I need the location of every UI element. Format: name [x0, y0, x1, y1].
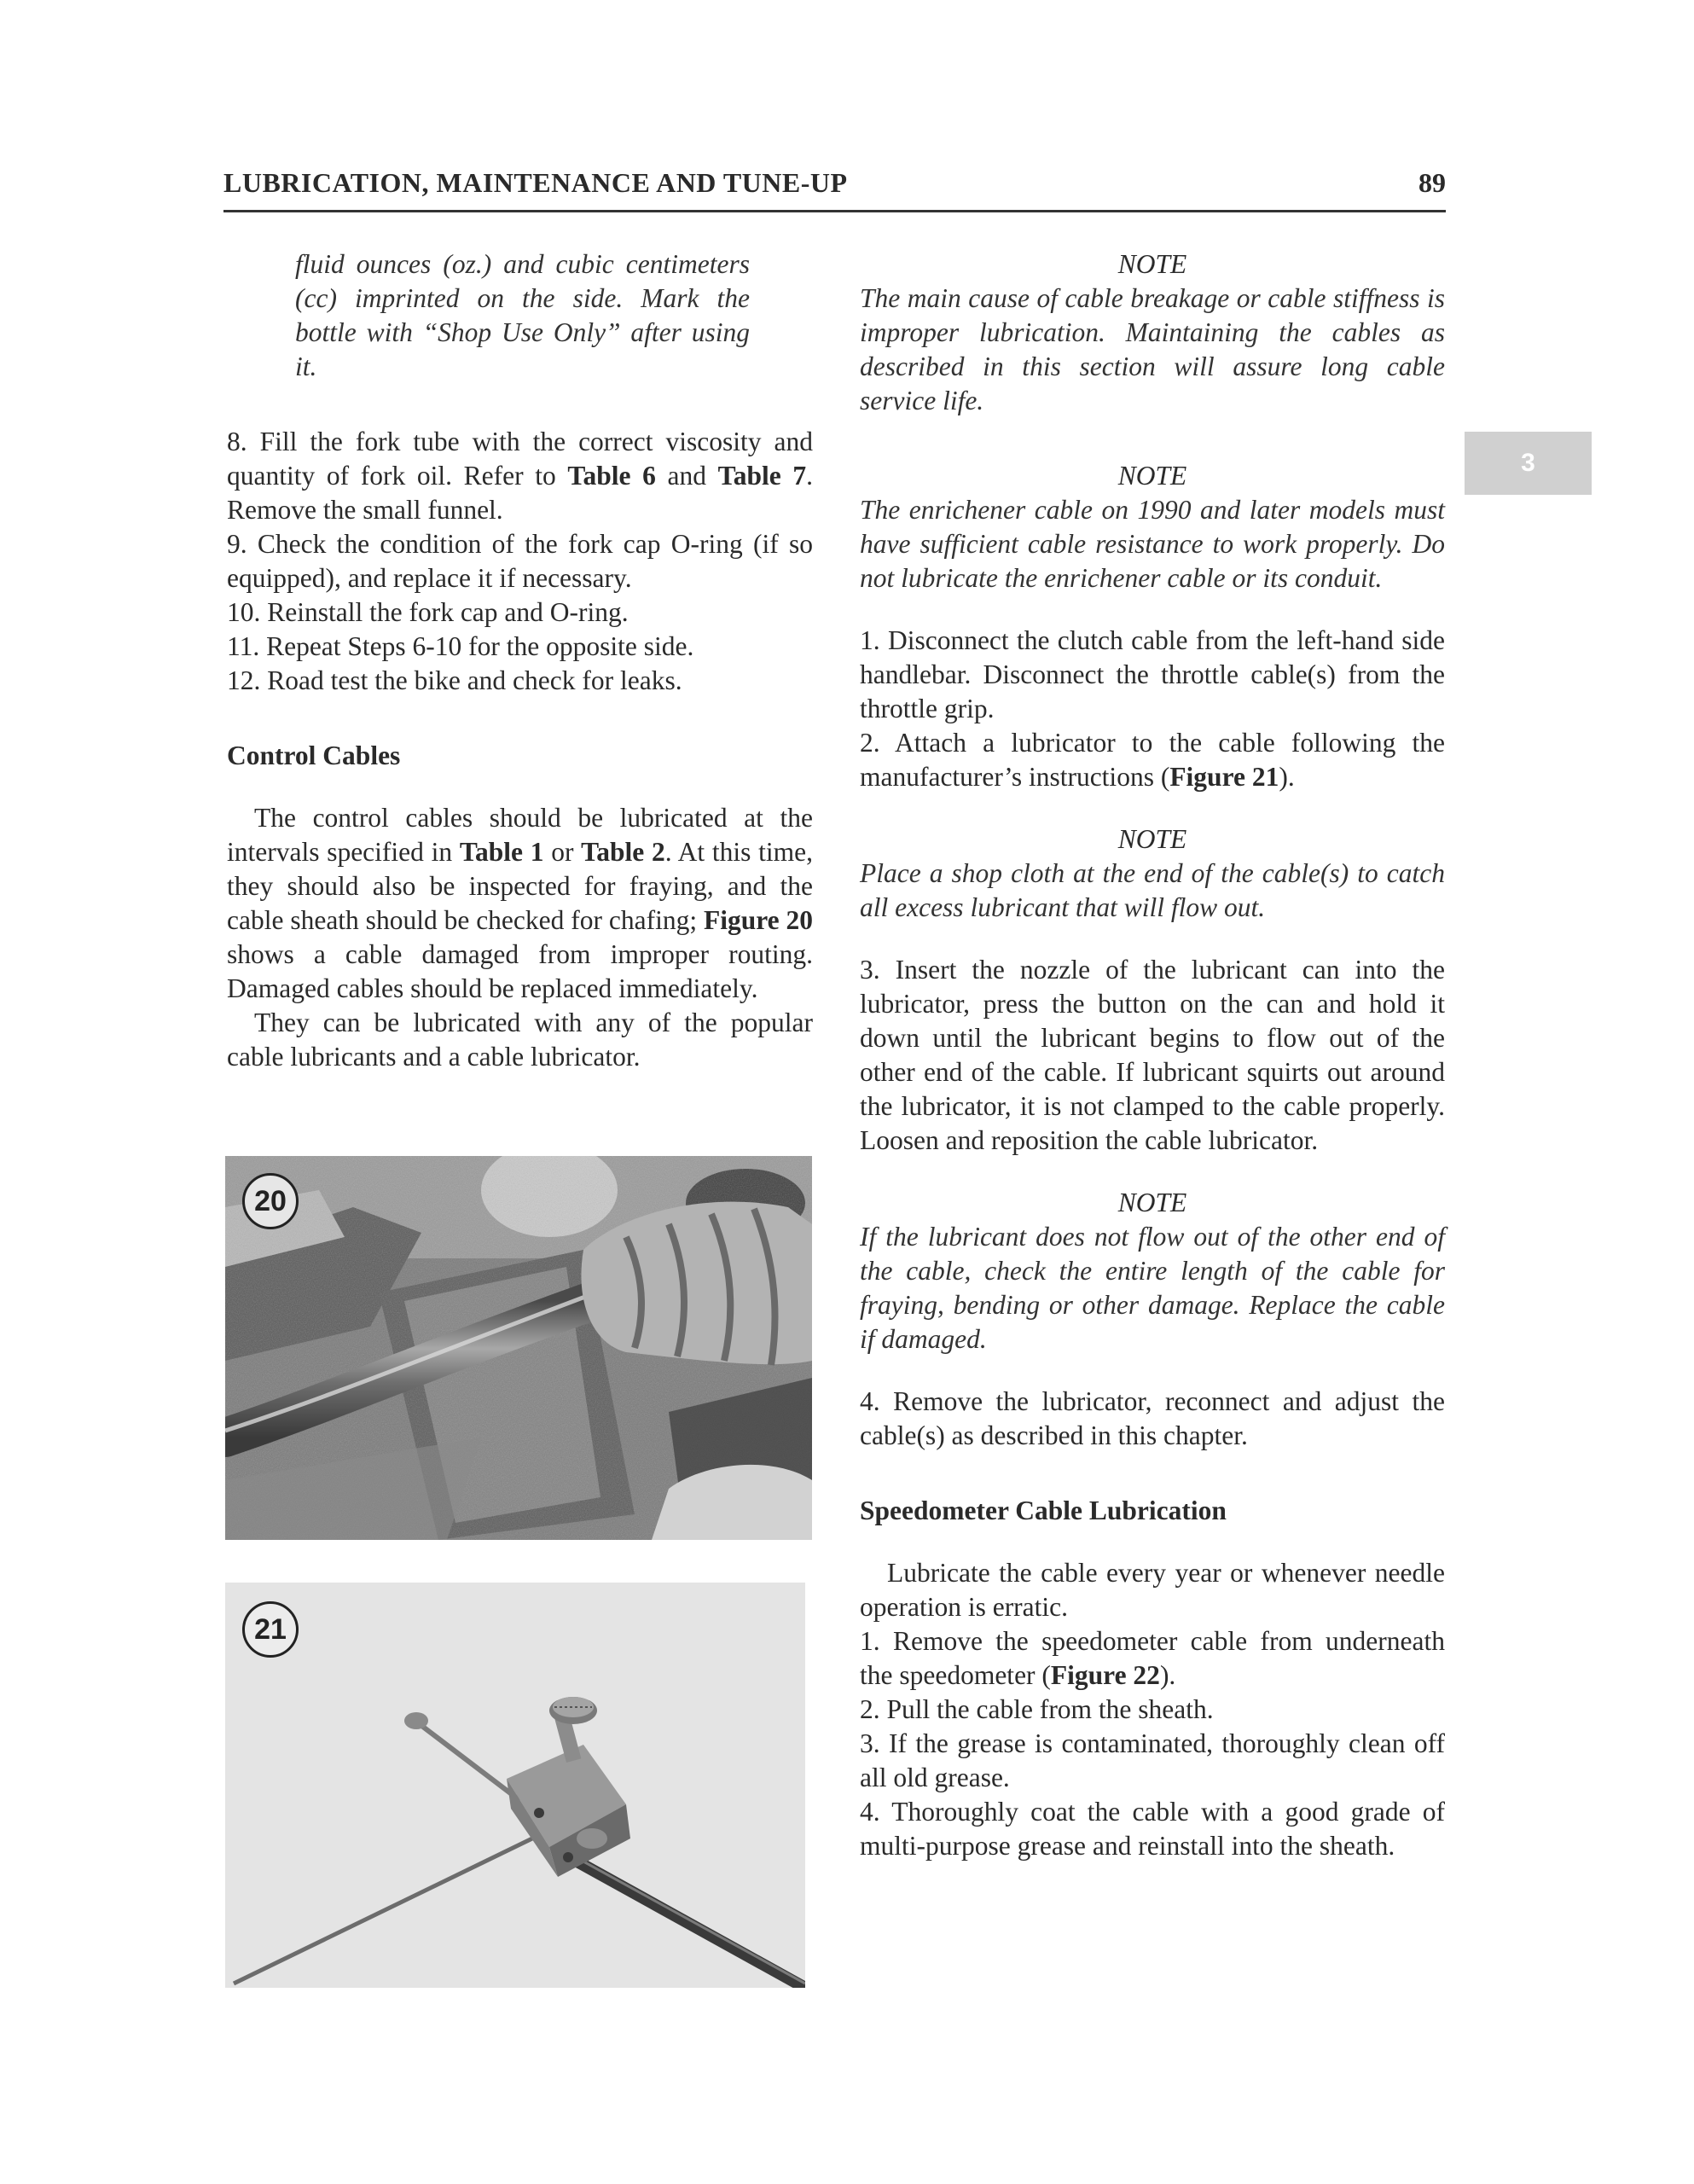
chapter-tab [1465, 432, 1592, 495]
step-11: 11. Repeat Steps 6-10 for the opposite side. [227, 631, 694, 661]
figure-20-badge [242, 1173, 299, 1229]
control-cables-paragraph-1: The control cables should be lubricated at the intervals specified in Table 1 or Table 2. At this time, they should also be inspected for fraying, and the cable sheath should be checked for chafing; Figure 20 shows a cable damaged from improper routing. Damaged cables should be replaced immediately. [227, 803, 813, 1003]
table-2-ref: Table 2 [581, 837, 665, 867]
section-heading-speedometer: Speedometer Cable Lubrication [860, 1496, 1227, 1525]
left-column [227, 247, 813, 1074]
figure-21-badge [242, 1601, 299, 1658]
note-4-title: NOTE [1117, 1188, 1187, 1217]
note-2-title: NOTE [1117, 461, 1187, 491]
note-1-title: NOTE [1117, 249, 1187, 279]
figure-21-photo [225, 1583, 805, 1988]
table-1-ref: Table 1 [459, 837, 544, 867]
step-10: 10. Reinstall the fork cap and O-ring. [227, 597, 629, 627]
chapter-tab-label: 3 [1521, 449, 1535, 477]
section-heading-control-cables: Control Cables [227, 741, 401, 770]
speedometer-paragraph: Lubricate the cable every year or whenever needle operation is erratic. [860, 1558, 1445, 1622]
running-header [223, 167, 1446, 212]
speedo-step-2: 2. Pull the cable from the sheath. [860, 1694, 1214, 1724]
note-1: The main cause of cable breakage or cable stiffness is improper lubrication. Maintaining the cables as described in this section will assure long cable service life. [860, 283, 1445, 415]
cable-step-1: 1. Disconnect the clutch cable from the left-hand side handlebar. Disconnect the throttle cable(s) from the throttle grip. [860, 625, 1445, 723]
chapter-title: LUBRICATION, MAINTENANCE AND TUNE-UP [223, 167, 848, 198]
step-9: 9. Check the condition of the fork cap O-ring (if so equipped), and replace it if necessary. [227, 529, 813, 593]
speedo-step-3: 3. If the grease is contaminated, thoroughly clean off all old grease. [860, 1728, 1445, 1792]
figure-20-photo [225, 1156, 812, 1540]
figure-20-ref: Figure 20 [703, 905, 813, 935]
figure-20-number: 20 [254, 1184, 287, 1217]
speedo-step-1: 1. Remove the speedometer cable from underneath the speedometer (Figure 22). [860, 1626, 1445, 1690]
step-12: 12. Road test the bike and check for leaks. [227, 665, 682, 695]
cable-step-4: 4. Remove the lubricator, reconnect and adjust the cable(s) as described in this chapter. [860, 1386, 1445, 1450]
figure-21-number: 21 [254, 1612, 287, 1646]
continued-note: fluid ounces (oz.) and cubic centimeters (cc) imprinted on the side. Mark the bottle with “Shop Use Only” after using it. [295, 249, 750, 381]
note-2: The enrichener cable on 1990 and later models must have sufficient cable resistance to work properly. Do not lubricate the enrichener cable or its conduit. [860, 495, 1445, 593]
figure-22-ref: Figure 22 [1050, 1660, 1160, 1690]
cable-step-2: 2. Attach a lubricator to the cable following the manufacturer’s instructions (Figure 21). [860, 728, 1445, 792]
right-column [860, 247, 1445, 1863]
speedo-step-4: 4. Thoroughly coat the cable with a good grade of multi-purpose grease and reinstall into the sheath. [860, 1797, 1445, 1861]
cable-step-3: 3. Insert the nozzle of the lubricant can into the lubricator, press the button on the can and hold it down until the lubricant begins to flow out of the other end of the cable. If lubricant squirts out around the lubricator, it is not clamped to the cable properly. Loosen and reposition the cable lubricator. [860, 955, 1445, 1155]
note-3: Place a shop cloth at the end of the cable(s) to catch all excess lubricant that will flow out. [860, 858, 1445, 922]
control-cables-paragraph-2: They can be lubricated with any of the popular cable lubricants and a cable lubricator. [227, 1008, 813, 1072]
note-4: If the lubricant does not flow out of the other end of the cable, check the entire length of the cable for fraying, bending or other damage. Replace the cable if damaged. [860, 1222, 1445, 1354]
table-7-ref: Table 7 [717, 461, 807, 491]
page-number: 89 [1418, 167, 1446, 198]
step-8: 8. Fill the fork tube with the correct viscosity and quantity of fork oil. Refer to Table 6 and Table 7. Remove the small funnel. [227, 427, 814, 525]
figure-21-ref: Figure 21 [1169, 762, 1279, 792]
note-3-title: NOTE [1117, 824, 1187, 854]
table-6-ref: Table 6 [567, 461, 656, 491]
